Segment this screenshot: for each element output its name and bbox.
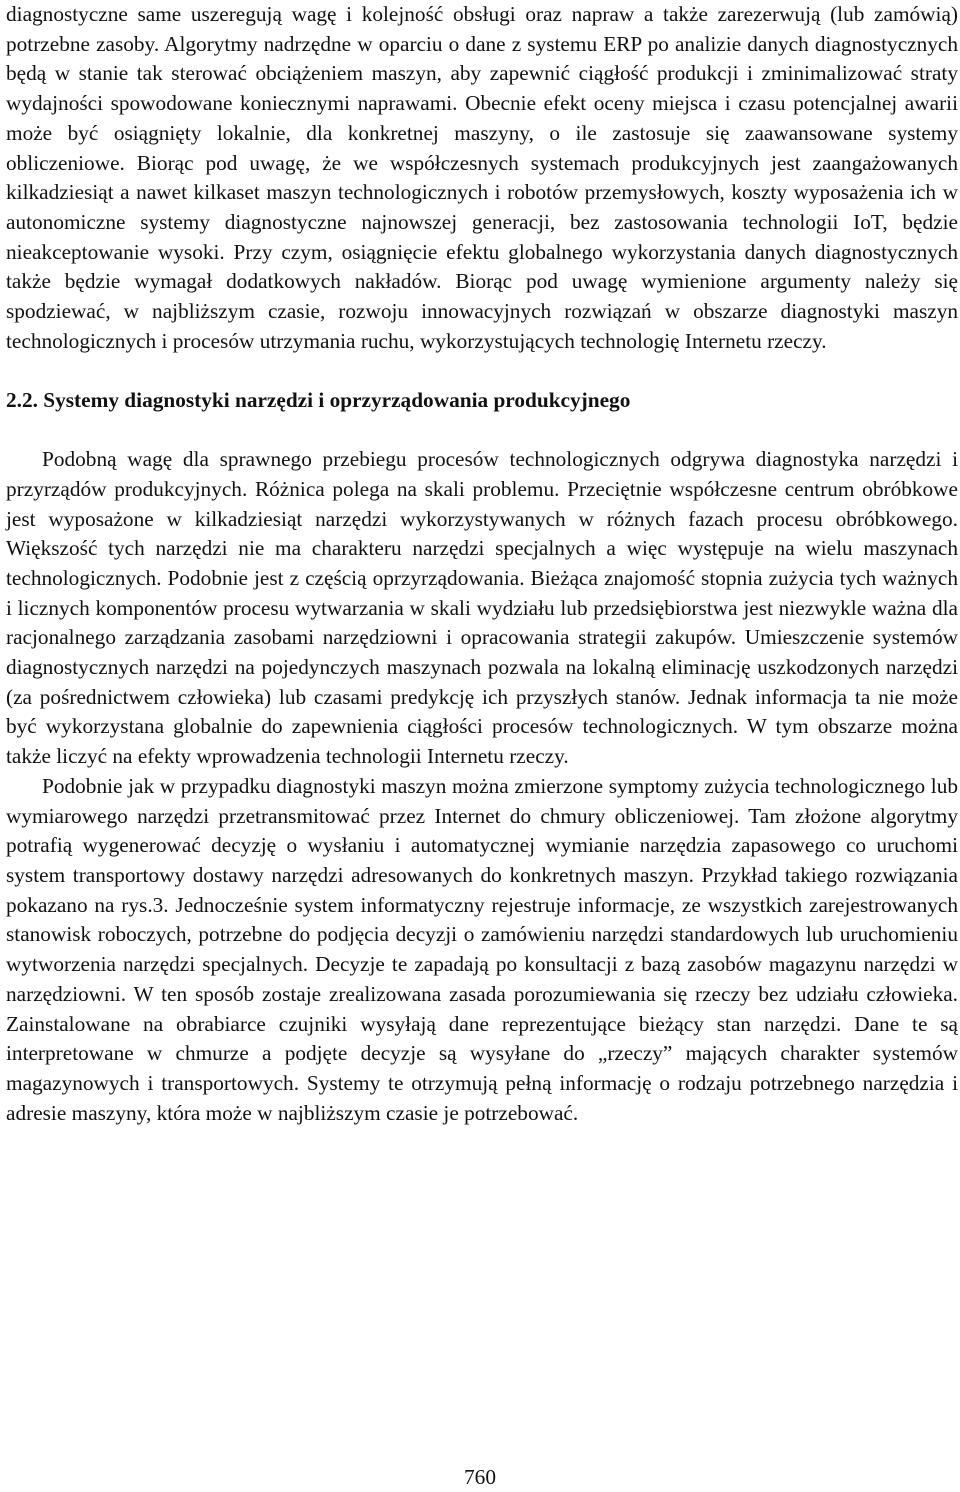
spacer [6,416,958,445]
paragraph-tools-diagnostics: Podobną wagę dla sprawnego przebiegu procesów technologicznych odgrywa diagnostyka narzędzi i przyrządów produkcyjnych. Różnica polega na skali problemu. Przeciętnie współczesne centrum obróbkowe jest wyposażone w kilkadziesiąt narzędzi wykorzystywanych w różnych fazach procesu obróbkowego. Większość tych narzędzi nie ma charakteru narzędzi specjalnych a więc występuje na wielu maszynach technologicznych. Podobnie jest z częścią oprzyrządowania. Bieżąca znajomość stopnia zużycia tych ważnych i licznych komponentów procesu wytwarzania w skali wydziału lub przedsiębiorstwa jest niezwykle ważna dla racjonalnego zarządzania zasobami narzędziowni i opracowania strategii zakupów. Umieszczenie systemów diagnostycznych narzędzi na pojedynczych maszynach pozwala na lokalną eliminację uszkodzonych narzędzi (za pośrednictwem człowieka) lub czasami predykcję ich przyszłych stanów. Jednak informacja ta nie może być wykorzystana globalnie do zapewnienia ciągłości procesów technologicznych. W tym obszarze można także liczyć na efekty wprowadzenia technologii Internetu rzeczy. [6,447,958,769]
paragraph-intro: diagnostyczne same uszeregują wagę i kolejność obsługi oraz napraw a także zarezerwują (lub zamówią) potrzebne zasoby. Algorytmy nadrzędne w oparciu o dane z systemu ERP po analizie danych diagnostycznych będą w stanie tak sterować obciążeniem maszyn, aby zapewnić ciągłość produkcji i zminimalizować straty wydajności spowodowane koniecznymi naprawami. Obecnie efekt oceny miejsca i czasu potencjalnej awarii może być osiągnięty lokalnie, dla konkretnej maszyny, o ile zastosuje się zaawansowane systemy obliczeniowe. Biorąc pod uwagę, że we współczesnych systemach produkcyjnych jest zaangażowanych kilkadziesiąt a nawet kilkaset maszyn technologicznych i robotów przemysłowych, koszty wyposażenia ich w autonomiczne systemy diagnostyczne najnowszej generacji, bez zastosowania technologii IoT, będzie nieakceptowanie wysoki. Przy czym, osiągnięcie efektu globalnego wykorzystania danych diagnostycznych także będzie wymagał dodatkowych nakładów. Biorąc pod uwagę wymienione argumenty należy się spodziewać, w najbliższym czasie, rozwoju innowacyjnych rozwiązań w obszarze diagnostyki maszyn technologicznych i procesów utrzymania ruchu, wykorzystujących technologię Internetu rzeczy. [6,2,958,353]
paragraph-cloud-decisions: Podobnie jak w przypadku diagnostyki maszyn można zmierzone symptomy zużycia technologicznego lub wymiarowego narzędzi przetransmitować przez Internet do chmury obliczeniowej. Tam złożone algorytmy potrafią wygenerować decyzję o wysłaniu i automatycznej wymianie narzędzia zapasowego co uruchomi system transportowy dostawy narzędzi adresowanych do konkretnych maszyn. Przykład takiego rozwiązania pokazano na rys.3. Jednocześnie system informatyczny rejestruje informacje, ze wszystkich zarejestrowanych stanowisk roboczych, potrzebne do podjęcia decyzji o zamówieniu narzędzi standardowych lub uruchomieniu wytworzenia narzędzi specjalnych. Decyzje te zapadają po konsultacji z bazą zasobów magazynu narzędzi w narzędziowni. W ten sposób zostaje zrealizowana zasada porozumiewania się rzeczy bez udziału człowieka. Zainstalowane na obrabiarce czujniki wysyłają dane reprezentujące bieżący stan narzędzi. Dane te są interpretowane w chmurze a podjęte decyzje są wysyłane do „rzeczy” mających charakter systemów magazynowych i transportowych. Systemy te otrzymują pełną informację o rodzaju potrzebnego narzędzia i adresie maszyny, która może w najbliższym czasie je potrzebować. [6,773,958,1125]
spacer [6,356,958,386]
page-number: 760 [464,1465,496,1489]
page-body [6,0,958,1128]
section-heading: 2.2. Systemy diagnostyki narzędzi i oprzyrządowania produkcyjnego [6,388,631,413]
